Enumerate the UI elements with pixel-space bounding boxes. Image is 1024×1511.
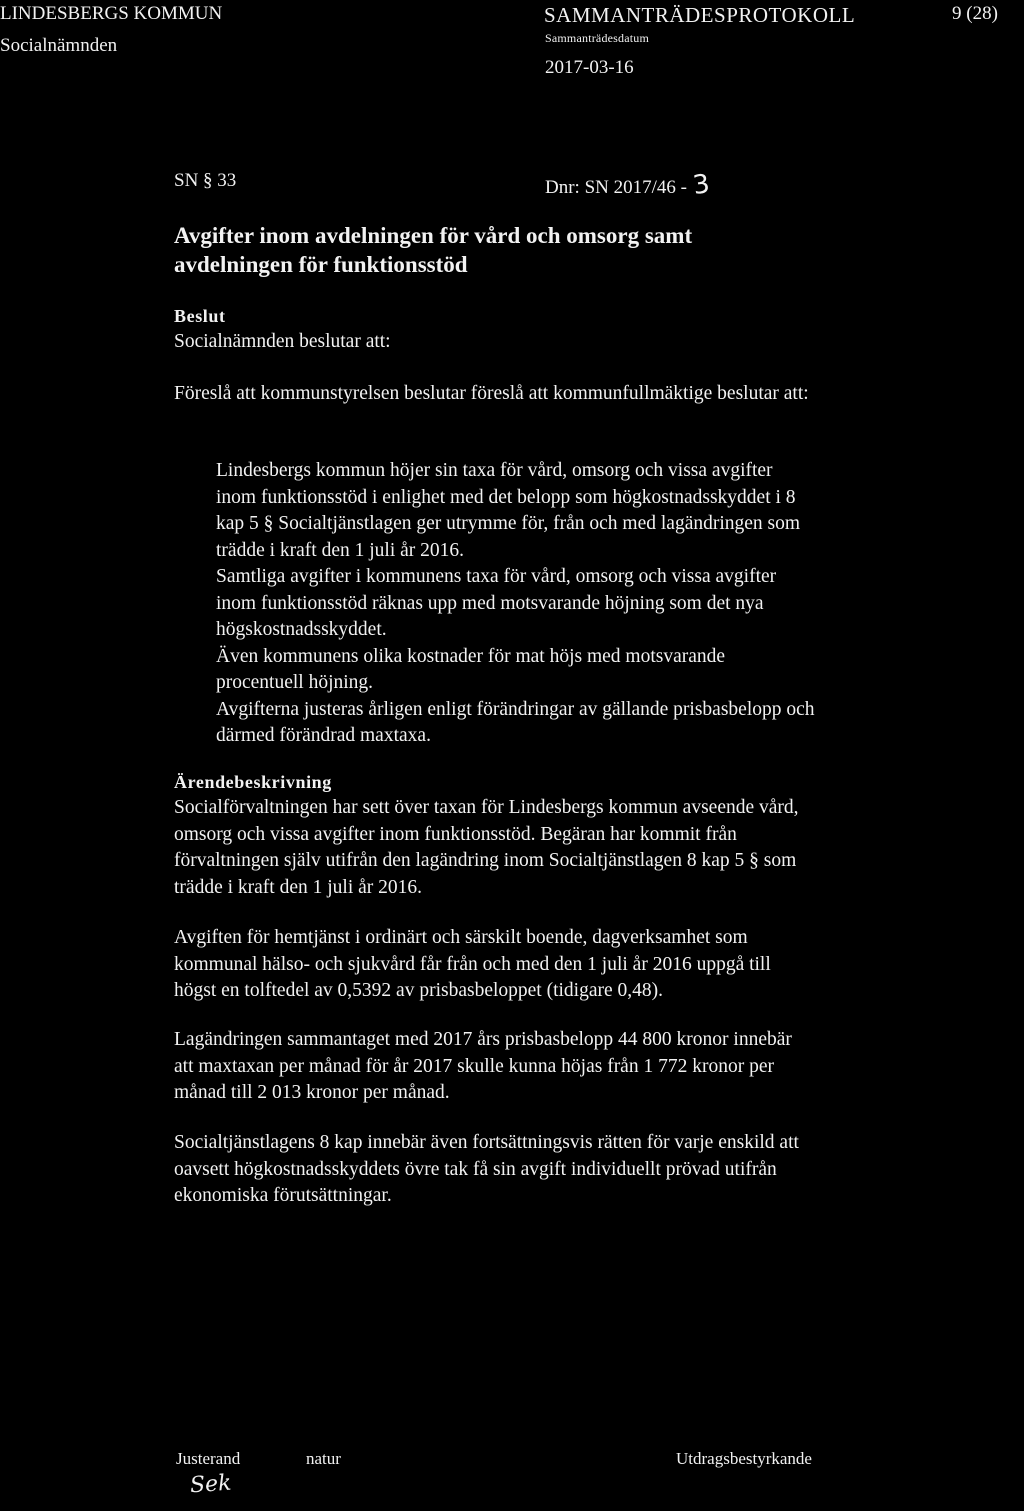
footer-utdrag: Utdragsbestyrkande [676, 1449, 812, 1468]
initials-signature: Sek [189, 1470, 233, 1499]
document-type: SAMMANTRÄDESPROTOKOLL [544, 3, 856, 27]
arende-line: trädde i kraft den 1 juli år 2016. [174, 876, 423, 898]
page-number: 9 (28) [952, 3, 998, 24]
arende-line: månad till 2 013 kronor per månad. [174, 1082, 450, 1103]
decision-points [216, 458, 815, 750]
title-line: Avgifter inom avdelningen för vård och omsorg samt [174, 223, 693, 248]
dnr-text: Dnr: SN 2017/46 - [545, 177, 687, 198]
arende-line: att maxtaxan per månad för år 2017 skulle kunna höjas från 1 772 kronor per [174, 1055, 774, 1077]
dnr-reference [545, 170, 710, 200]
beslut-intro: Socialnämnden beslutar att: [174, 331, 391, 352]
arende-line: Lagändringen sammantaget med 2017 års prisbasbelopp 44 800 kronor innebär [174, 1029, 792, 1050]
arende-line: förvaltningen själv utifrån den lagändring inom Socialtjänstlagen 8 kap 5 § som [174, 850, 797, 871]
committee-name: Socialnämnden [0, 35, 118, 56]
section-number: SN § 33 [174, 170, 237, 191]
arende-line: kommunal hälso- och sjukvård får från och med den 1 juli år 2016 uppgå till [174, 953, 771, 975]
decision-line: högskostnadsskyddet. [216, 619, 387, 640]
decision-line: Samtliga avgifter i kommunens taxa för vård, omsorg och vissa avgifter [216, 566, 777, 587]
arende-line: högst en tolftedel av 0,5392 av prisbasbeloppet (tidigare 0,48). [174, 980, 664, 1001]
municipality-name: LINDESBERGS KOMMUN [0, 3, 223, 24]
arende-paragraph [174, 925, 771, 1005]
decision-line: kap 5 § Socialtjänstlagen ger utrymme för, från och med lagändringen som [216, 513, 801, 534]
beslut-proposal: Föreslå att kommunstyrelsen beslutar föreslå att kommunfullmäktige beslutar att: [174, 383, 809, 404]
title-line: avdelningen för funktionsstöd [174, 252, 468, 277]
decision-line: därmed förändrad maxtaxa. [216, 725, 431, 746]
arende-line: Avgiften för hemtjänst i ordinärt och särskilt boende, dagverksamhet som [174, 927, 748, 948]
decision-line: trädde i kraft den 1 juli år 2016. [216, 539, 465, 561]
decision-line: inom funktionsstöd räknas upp med motsvarande höjning som det nya [216, 592, 764, 614]
dnr-handwritten-mark: 3 [690, 168, 712, 202]
beslut-heading: Beslut [174, 306, 226, 326]
arende-paragraph [174, 795, 799, 901]
arende-line: Socialförvaltningen har sett över taxan för Lindesbergs kommun avseende vård, [174, 797, 799, 818]
arende-line: oavsett högkostnadsskyddets övre tak få sin avgift individuellt prövad utifrån [174, 1158, 777, 1180]
arende-paragraph [174, 1130, 799, 1210]
arende-line: ekonomiska förutsättningar. [174, 1185, 392, 1206]
footer-natur: natur [306, 1449, 341, 1468]
date-label: Sammanträdesdatum [545, 31, 650, 45]
arende-line: Socialtjänstlagens 8 kap innebär även fortsättningsvis rätten för varje enskild att [174, 1132, 799, 1153]
arende-line: omsorg och vissa avgifter inom funktionsstöd. Begäran har kommit från [174, 823, 737, 845]
decision-line: Lindesbergs kommun höjer sin taxa för vård, omsorg och vissa avgifter [216, 460, 773, 481]
decision-line: procentuell höjning. [216, 672, 374, 693]
decision-line: Även kommunens olika kostnader för mat höjs med motsvarande [216, 645, 726, 667]
arende-paragraph [174, 1027, 792, 1107]
decision-line: inom funktionsstöd i enlighet med det belopp som högkostnadsskyddet i 8 [216, 486, 796, 508]
footer-justerand: Justerand [176, 1449, 241, 1468]
meeting-date: 2017-03-16 [545, 57, 634, 78]
arende-heading: Ärendebeskrivning [174, 772, 332, 792]
decision-line: Avgifterna justeras årligen enligt förändringar av gällande prisbasbelopp och [216, 698, 815, 720]
section-title [174, 221, 854, 279]
